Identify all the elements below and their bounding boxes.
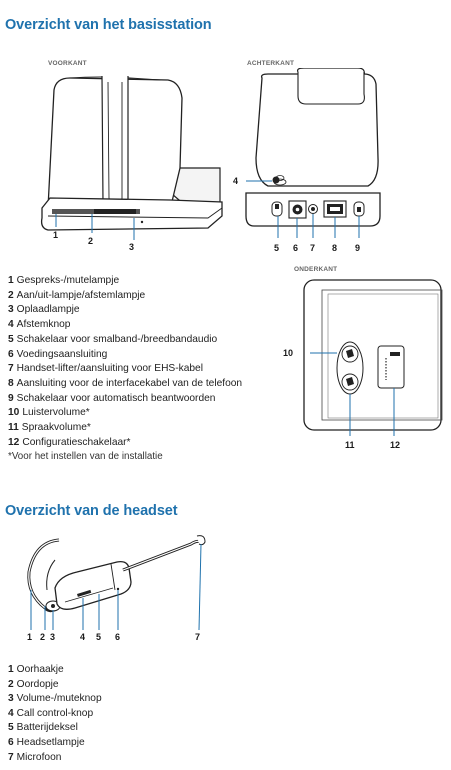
legend-item: 5 Batterijdeksel (8, 722, 78, 734)
bottom-view-label: ONDERKANT (294, 266, 338, 273)
legend-item: 5 Schakelaar voor smalband-/breedbandaudio (8, 333, 218, 345)
legend-item: 1 Oorhaakje (8, 664, 64, 675)
headset-callout-3: 3 (50, 632, 56, 642)
headset-callout-2: 2 (40, 632, 46, 642)
callout-10: 10 (283, 348, 294, 358)
section-title-base: Overzicht van het basisstation (5, 17, 212, 33)
legend-item: 8 Aansluiting voor de interfacekabel van de telefoon (8, 377, 243, 389)
callout-8: 8 (332, 243, 338, 253)
legend-item: 10 Luistervolume* (8, 407, 90, 419)
callout-11: 11 (345, 440, 355, 450)
headset-callout-6: 6 (115, 632, 121, 642)
headset-callout-5: 5 (96, 632, 102, 642)
callout-5: 5 (274, 243, 280, 253)
callout-7: 7 (310, 243, 316, 253)
headset-callout-4: 4 (80, 632, 86, 642)
legend-item: 2 Aan/uit-lampje/afstemlampje (8, 289, 146, 301)
front-view-label: VOORKANT (48, 60, 87, 67)
legend-item: 4 Afstemknop (8, 319, 71, 331)
legend-item: 6 Voedingsaansluiting (8, 348, 108, 360)
legend-item: 7 Microfoon (8, 751, 62, 763)
base-bottom-illustration (300, 278, 445, 440)
legend-item: 11 Spraakvolume* (8, 422, 91, 434)
section-title-headset: Overzicht van de headset (5, 503, 178, 519)
callout-3: 3 (129, 242, 135, 252)
headset-callout-1: 1 (27, 632, 33, 642)
legend-item: 4 Call control-knop (8, 707, 94, 719)
headset-illustration (15, 532, 215, 632)
callout-12: 12 (390, 440, 401, 450)
callout-4: 4 (233, 176, 239, 186)
setup-footnote: *Voor het instellen van de installatie (8, 451, 163, 463)
legend-item: 12 Configuratieschakelaar* (8, 436, 131, 448)
legend-item: 3 Volume-/muteknop (8, 693, 102, 705)
callout-1: 1 (53, 230, 59, 240)
headset-callout-7: 7 (195, 632, 201, 642)
legend-item: 2 Oordopje (8, 678, 59, 690)
legend-item: 1 Gespreks-/mutelampje (8, 275, 120, 286)
headset-legend-list (8, 663, 102, 765)
base-front-illustration (30, 68, 230, 243)
back-view-label: ACHTERKANT (247, 60, 295, 67)
legend-item: 6 Headsetlampje (8, 736, 85, 748)
legend-item: 3 Oplaadlampje (8, 304, 80, 316)
legend-item: 7 Handset-lifter/aansluiting voor EHS-kabel (8, 363, 203, 375)
callout-2: 2 (88, 236, 94, 246)
legend-item: 9 Schakelaar voor automatisch beantwoorden (8, 392, 216, 404)
base-legend-list (8, 274, 242, 465)
callout-9: 9 (355, 243, 361, 253)
base-back-illustration (240, 68, 385, 248)
callout-6: 6 (293, 243, 299, 253)
